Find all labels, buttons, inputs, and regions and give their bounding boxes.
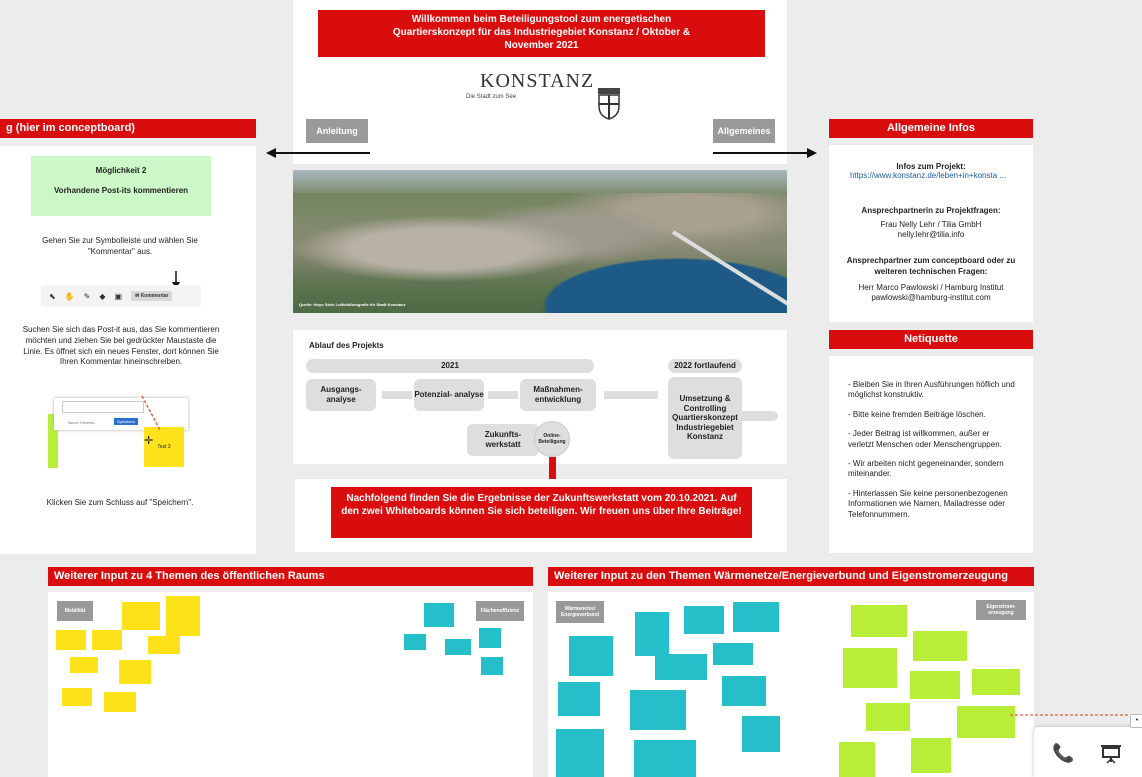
comment-link-line	[1010, 710, 1132, 720]
contact-mail: nelly.lehr@tilia.info	[897, 230, 965, 239]
logo-tagline: Die Stadt zum See	[466, 94, 517, 100]
tag-area-efficiency: Flächeneffizienz	[476, 601, 524, 621]
konstanz-logo	[462, 68, 632, 126]
sticky-note[interactable]	[62, 688, 92, 706]
sticky-note[interactable]	[630, 690, 686, 730]
timeline-step-ausgangsanalyse: Ausgangs- analyse	[306, 379, 376, 411]
rule-item: - Bitte keine fremden Beiträge löschen.	[848, 409, 986, 419]
eraser-icon: ◆	[99, 291, 106, 301]
welcome-banner: Willkommen beim Beteiligungstool zum energetischen Quartierskonzept für das Industriegebiet Konstanz / Oktober & November 2021	[318, 10, 765, 57]
rule-item: - Wir arbeiten nicht gegeneinander, sondern miteinander.	[848, 458, 1004, 479]
sticky-note[interactable]	[404, 634, 426, 650]
sticky-note[interactable]	[722, 676, 766, 706]
board-heat-power[interactable]	[548, 592, 1034, 777]
sticky-note[interactable]	[424, 603, 454, 627]
timeline-connector	[382, 391, 412, 399]
sticky-note[interactable]	[742, 716, 780, 752]
sticky-note[interactable]	[911, 738, 951, 773]
sticky-note[interactable]	[70, 657, 98, 673]
timeline-step-umsetzung: Umsetzung & Controlling Quartierskonzept Industriegebiet Konstanz	[668, 377, 742, 459]
board-public-space-header: Weiterer Input zu 4 Themen des öffentlichen Raums	[48, 567, 533, 586]
floating-controls	[1034, 727, 1142, 777]
timeline-connector	[604, 391, 658, 399]
tech-label: Ansprechpartner zum conceptboard oder zu weiteren technischen Fragen:	[846, 256, 1016, 276]
mock-hint: Neuer Hinweis..	[68, 420, 97, 425]
sticky-note[interactable]	[104, 692, 136, 712]
sticky-note[interactable]	[635, 612, 669, 656]
project-link[interactable]: https://www.konstanz.de/leben+in+konsta ...	[849, 171, 1007, 180]
sticky-note[interactable]	[843, 648, 897, 688]
sticky-note[interactable]	[866, 703, 910, 731]
contact-name: Frau Nelly Lehr / Tilia GmbH	[880, 220, 982, 229]
sticky-note[interactable]	[634, 740, 696, 777]
arrow-left-icon	[266, 147, 372, 159]
option-2-box: Möglichkeit 2 Vorhandene Post-its kommentieren	[31, 156, 211, 216]
sticky-note[interactable]	[481, 657, 503, 675]
toolbar-comment-button: ✉ Kommentar	[131, 291, 172, 301]
timeline-step-massnahmen: Maßnahmen- entwicklung	[520, 379, 596, 411]
phone-icon[interactable]: 📞	[1052, 743, 1075, 763]
timeline-step-zukunftswerkstatt: Zukunfts- werkstatt	[467, 424, 539, 456]
sticky-note[interactable]	[910, 671, 960, 699]
aerial-photo	[293, 170, 787, 313]
timeline-bar-2022: 2022 fortlaufend	[668, 359, 742, 373]
sticky-note[interactable]	[972, 669, 1020, 695]
presentation-icon[interactable]	[1100, 743, 1122, 765]
board-public-space[interactable]	[48, 592, 533, 777]
coat-of-arms-icon	[596, 86, 622, 120]
sticky-note[interactable]	[957, 706, 1015, 738]
sticky-note[interactable]	[148, 636, 180, 654]
mock-save: Speichern	[114, 418, 138, 425]
sticky-note[interactable]	[479, 628, 501, 648]
instruction-step-1: Gehen Sie zur Symbolleiste und wählen Sie "Kommentar" aus.	[42, 236, 198, 256]
online-badge: Online-Beteiligung	[534, 421, 570, 457]
results-banner: Nachfolgend finden Sie die Ergebnisse der Zukunftswerkstatt vom 20.10.2021. Auf den zwei Whiteboards können Sie sich beteiligen. Wir freuen uns über Ihre Beiträge!	[331, 487, 752, 538]
arrow-right-icon	[711, 147, 817, 159]
sticky-note[interactable]	[569, 636, 613, 676]
sticky-note[interactable]	[913, 631, 967, 661]
timeline-title: Ablauf des Projekts	[309, 341, 384, 350]
sticky-note[interactable]	[851, 605, 907, 637]
comment-mock	[48, 392, 198, 472]
tag-self-generation: Eigenstrom- erzeugung	[976, 600, 1026, 620]
info-label: Infos zum Projekt:	[896, 162, 966, 171]
comment-pin-icon[interactable]: •	[1130, 714, 1142, 728]
left-header: g (hier im conceptboard)	[0, 119, 256, 138]
sticky-note[interactable]	[119, 660, 151, 684]
timeline-step-potenzialanalyse: Potenzial- analyse	[414, 379, 484, 411]
rule-item: - Bleiben Sie in Ihren Ausführungen höflich und möglichst konstruktiv.	[848, 380, 1015, 400]
rule-item: - Hinterlassen Sie keine personenbezogenen Informationen wie Namen, Mailadresse oder Telefonnummern.	[848, 488, 1008, 519]
tech-mail: pawlowski@hamburg-institut.com	[871, 293, 991, 302]
mock-note: Test 2	[144, 427, 184, 467]
logo-text: KONSTANZ	[480, 70, 595, 92]
general-button[interactable]: Allgemeines	[713, 119, 775, 143]
general-info-header: Allgemeine Infos	[829, 119, 1033, 138]
tech-name: Herr Marco Pawlowski / Hamburg Institut	[858, 283, 1004, 292]
tag-heat-network: Wärmenetze/ Energieverbund	[556, 601, 604, 623]
sticky-note[interactable]	[56, 630, 86, 650]
tag-mobility: Mobilität	[57, 601, 93, 621]
pan-icon: ✋	[64, 291, 75, 301]
sticky-note[interactable]	[166, 596, 200, 636]
sticky-note[interactable]	[445, 639, 471, 655]
sticky-note[interactable]	[655, 654, 707, 680]
sticky-note[interactable]	[92, 630, 122, 650]
rule-item: - Jeder Beitrag ist willkommen, außer er verletzt Menschen oder Menschengruppen.	[848, 429, 1002, 449]
timeline-bar-2021: 2021	[306, 359, 594, 373]
sticky-note[interactable]	[684, 606, 724, 634]
sticky-note[interactable]	[558, 682, 600, 716]
instruction-step-3: Klicken Sie zum Schluss auf "Speichern".	[46, 498, 194, 507]
sticky-note[interactable]	[733, 602, 779, 632]
select-icon: ⬉	[49, 291, 56, 301]
sticky-note[interactable]	[713, 643, 753, 665]
sticky-note[interactable]	[122, 602, 160, 630]
instruction-step-2: Suchen Sie sich das Post-it aus, das Sie kommentieren möchten und ziehen Sie bei gedrückter Maustaste die Linie. Es öffnet sich ein neues Fenster, dort können Sie Ihren Kommentar hineinschreiben.	[22, 325, 220, 367]
board-heat-power-header: Weiterer Input zu den Themen Wärmenetze/Energieverbund und Eigenstromerzeugung	[548, 567, 1034, 586]
contact-label: Ansprechpartnerin zu Projektfragen:	[861, 206, 1001, 215]
sticky-note[interactable]	[839, 742, 875, 777]
note-icon: ▣	[114, 291, 123, 301]
sticky-note[interactable]	[556, 729, 604, 777]
netiquette-header: Netiquette	[829, 330, 1033, 349]
pen-icon: ✎	[83, 291, 91, 301]
netiquette-rules	[848, 380, 1016, 520]
photo-caption: Quelle: Hoyo Stein Luftbildfotografie für Stadt Konstanz	[299, 302, 406, 307]
timeline-connector	[488, 391, 518, 399]
timeline-connector	[742, 411, 778, 421]
move-cursor-icon: ✛	[144, 435, 154, 447]
toolbar-mock	[41, 285, 201, 307]
instructions-button[interactable]: Anleitung	[306, 119, 368, 143]
